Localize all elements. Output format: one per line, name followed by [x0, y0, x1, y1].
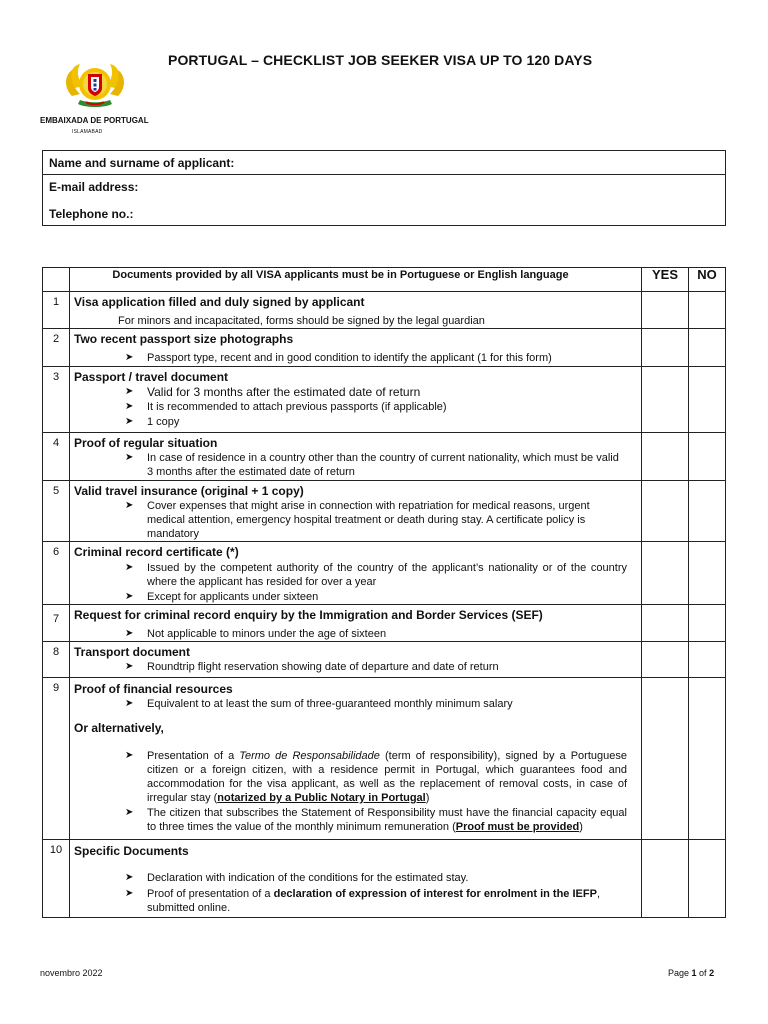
yes-column-header: YES	[642, 268, 689, 292]
arrow-bullet-icon: ➤	[125, 807, 134, 818]
applicant-name-label: Name and surname of applicant:	[49, 156, 235, 170]
yes-checkbox-cell[interactable]	[642, 433, 689, 481]
item-number: 5	[43, 481, 70, 542]
no-checkbox-cell[interactable]	[689, 481, 726, 542]
item-bullet: ➤ Issued by the competent authority of the country of the applicant’s nationality or of the country where the applicant has resided for over a year	[125, 562, 627, 588]
item-bullet: ➤ Passport type, recent and in good condition to identify the applicant (1 for this form)	[125, 352, 552, 364]
item-title: Transport document	[74, 645, 191, 659]
yes-checkbox-cell[interactable]	[642, 542, 689, 605]
no-checkbox-cell[interactable]	[689, 605, 726, 642]
table-row	[43, 840, 726, 918]
table-row	[43, 481, 726, 542]
telephone-label: Telephone no.:	[49, 207, 134, 221]
item-bullet: ➤ In case of residence in a country other than the country of current nationality, which must be valid 3 months after the estimated date of return	[125, 452, 619, 478]
applicant-info-box	[42, 150, 726, 226]
item-bullet: ➤ Equivalent to at least the sum of three-guaranteed monthly minimum salary	[125, 698, 513, 710]
table-row	[43, 642, 726, 678]
item-bullet: ➤ Valid for 3 months after the estimated date of return	[125, 385, 421, 399]
item-number: 1	[43, 292, 70, 329]
arrow-bullet-icon: ➤	[125, 562, 134, 573]
arrow-bullet-icon: ➤	[125, 750, 134, 761]
item-title: Request for criminal record enquiry by the Immigration and Border Services (SEF)	[74, 608, 543, 622]
item-number: 3	[43, 367, 70, 433]
alternative-heading: Or alternatively,	[74, 721, 164, 735]
arrow-bullet-icon: ➤	[125, 401, 134, 412]
item-number: 10	[43, 840, 70, 918]
item-content	[70, 605, 642, 642]
item-content	[70, 542, 642, 605]
arrow-bullet-icon: ➤	[125, 416, 134, 427]
arrow-bullet-icon: ➤	[125, 500, 134, 511]
item-title: Valid travel insurance (original + 1 copy)	[74, 484, 304, 498]
arrow-bullet-icon: ➤	[125, 888, 134, 899]
item-note: For minors and incapacitated, forms should be signed by the legal guardian	[118, 315, 485, 327]
table-row	[43, 605, 726, 642]
arrow-bullet-icon: ➤	[125, 386, 134, 397]
table-row	[43, 367, 726, 433]
yes-checkbox-cell[interactable]	[642, 329, 689, 367]
applicant-name-row	[43, 151, 725, 175]
arrow-bullet-icon: ➤	[125, 661, 134, 672]
arrow-bullet-icon: ➤	[125, 628, 134, 639]
item-title: Two recent passport size photographs	[74, 332, 294, 346]
table-row	[43, 542, 726, 605]
footer-date: novembro 2022	[40, 968, 103, 978]
item-number: 7	[43, 605, 70, 642]
arrow-bullet-icon: ➤	[125, 872, 134, 883]
item-title: Visa application filled and duly signed by applicant	[74, 295, 365, 309]
page-number: Page 1 of 2	[668, 968, 715, 978]
yes-checkbox-cell[interactable]	[642, 481, 689, 542]
item-bullet: ➤ Except for applicants under sixteen	[125, 591, 319, 603]
item-bullet: ➤ Cover expenses that might arise in connection with repatriation for medical reasons, urgent medical attention, emergency hospital treatment or death during stay. A certificate policy is mandatory	[125, 500, 590, 540]
item-number: 8	[43, 642, 70, 678]
table-row	[43, 678, 726, 840]
arrow-bullet-icon: ➤	[125, 698, 134, 709]
yes-checkbox-cell[interactable]	[642, 605, 689, 642]
no-column-header: NO	[689, 268, 726, 292]
item-title: Proof of financial resources	[74, 682, 233, 696]
item-number: 6	[43, 542, 70, 605]
embassy-city: ISLAMABAD	[72, 129, 103, 135]
item-number: 2	[43, 329, 70, 367]
item-title: Specific Documents	[74, 844, 189, 858]
table-row	[43, 292, 726, 329]
no-checkbox-cell[interactable]	[689, 840, 726, 918]
no-checkbox-cell[interactable]	[689, 642, 726, 678]
item-title: Passport / travel document	[74, 370, 229, 384]
header-num-cell	[43, 268, 70, 292]
item-bullet: ➤ Proof of presentation of a declaration of expression of interest for enrolment in the IEFP, submitted online.	[125, 888, 600, 914]
item-bullet: ➤ Declaration with indication of the conditions for the estimated stay.	[125, 872, 469, 884]
no-checkbox-cell[interactable]	[689, 292, 726, 329]
item-bullet: ➤ Presentation of a Termo de Responsabilidade (term of responsibility), signed by a Portuguese citizen or a foreign citizen, with a residence permit in Portugal, which guarantees food and accommodation for the visa applicant, as well as the replacement of removal costs, in case of irregular stay (notarized by a Public Notary in Portugal)	[125, 750, 627, 804]
item-number: 4	[43, 433, 70, 481]
item-content	[70, 329, 642, 367]
item-content	[70, 642, 642, 678]
item-title: Proof of regular situation	[74, 436, 218, 450]
item-bullet: ➤ It is recommended to attach previous passports (if applicable)	[125, 401, 447, 413]
item-content	[70, 678, 642, 840]
yes-checkbox-cell[interactable]	[642, 642, 689, 678]
yes-checkbox-cell[interactable]	[642, 292, 689, 329]
item-title: Criminal record certificate (*)	[74, 545, 239, 559]
table-row	[43, 433, 726, 481]
arrow-bullet-icon: ➤	[125, 452, 134, 463]
checklist-table	[42, 267, 726, 918]
table-header-row	[43, 268, 726, 292]
arrow-bullet-icon: ➤	[125, 352, 134, 363]
item-bullet: ➤ The citizen that subscribes the Statement of Responsibility must have the financial capacity equal to three times the value of the monthly minimum remuneration (Proof must be provided)	[125, 807, 627, 833]
item-bullet: ➤ 1 copy	[125, 416, 180, 428]
item-content	[70, 481, 642, 542]
item-content	[70, 292, 642, 329]
item-bullet: ➤ Not applicable to minors under the age of sixteen	[125, 628, 387, 640]
yes-checkbox-cell[interactable]	[642, 840, 689, 918]
page-title: PORTUGAL – CHECKLIST JOB SEEKER VISA UP TO 120 DAYS	[168, 52, 593, 68]
table-header-text: Documents provided by all VISA applicants must be in Portuguese or English language	[70, 268, 642, 292]
item-content	[70, 367, 642, 433]
item-content	[70, 433, 642, 481]
no-checkbox-cell[interactable]	[689, 542, 726, 605]
portugal-coat-of-arms-icon	[50, 58, 140, 114]
item-bullet: ➤ Roundtrip flight reservation showing date of departure and date of return	[125, 661, 499, 673]
item-content	[70, 840, 642, 918]
yes-checkbox-cell[interactable]	[642, 678, 689, 840]
arrow-bullet-icon: ➤	[125, 591, 134, 602]
no-checkbox-cell[interactable]	[689, 329, 726, 367]
no-checkbox-cell[interactable]	[689, 433, 726, 481]
embassy-name: EMBAIXADA DE PORTUGAL	[40, 116, 149, 125]
item-number: 9	[43, 678, 70, 840]
table-row	[43, 329, 726, 367]
no-checkbox-cell[interactable]	[689, 367, 726, 433]
email-label: E-mail address:	[49, 180, 139, 194]
no-checkbox-cell[interactable]	[689, 678, 726, 840]
yes-checkbox-cell[interactable]	[642, 367, 689, 433]
